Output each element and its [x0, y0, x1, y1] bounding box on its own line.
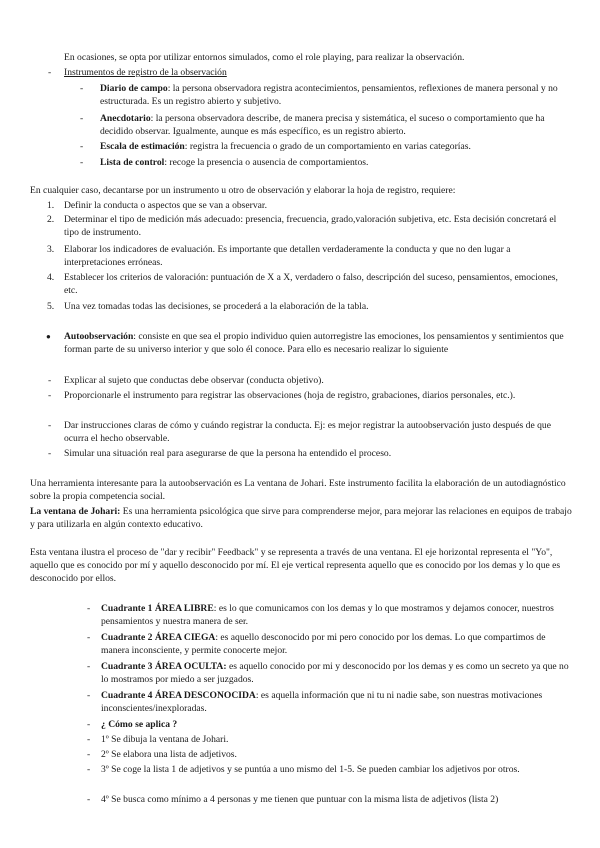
dash-marker: - [48, 67, 52, 78]
text-escala: : registra la frecuencia o grado de un comportamiento en varias categorías. [184, 141, 471, 152]
dash-marker: - [80, 141, 84, 152]
step-text: Elaborar los indicadores de evaluación. Es importante que detallen verdaderamente la conducta y que no den lugar a interpretaciones erróneas. [64, 244, 511, 268]
quadrant-1-text: : es lo que comunicamos con los demas y lo que mostramos y dejamos conocer, nuestros pensamientos y nuestra manera de ser. [101, 603, 554, 627]
step-number: 3. [47, 244, 55, 255]
johari-step-text: 2º Se elabora una lista de adjetivos. [101, 749, 237, 760]
step-number: 1. [47, 200, 55, 211]
step-text: Definir la conducta o aspectos que se van a observar. [64, 200, 267, 211]
johari-definition-text: Es una herramienta psicológica que sirve para comprenderse mejor, para mejorar las relaciones en equipos de trabajo y para utilizarla en algún contexto educativo. [30, 506, 572, 530]
dash-marker: - [87, 690, 91, 701]
text-anecdotario: : la persona observadora describe, de manera precisa y sistemática, el suceso o comportamiento que ha decidido observar. Igualmente, aunque es más específico, es un registro abierto. [100, 113, 545, 137]
dash-marker: - [80, 83, 84, 94]
requirements-intro: En cualquier caso, decantarse por un instrumento u otro de observación y elaborar la hoja de registro, requiere: [30, 185, 456, 196]
text-autoobservacion: : consiste en que sea el propio individuo quien autorregistre las emociones, los pensamientos y sentimientos que forman parte de su universo interior y que solo él conoce. Para ello es necesario realizar lo siguiente [64, 331, 564, 355]
dash-marker: - [87, 749, 91, 760]
dash-marker: - [48, 390, 52, 401]
auto-step-text: Proporcionarle el instrumento para registrar las observaciones (hoja de registro, grabaciones, diarios personales, etc.). [64, 390, 516, 401]
quadrant-4-text: : es aquella información que ni tu ni nadie sabe, son nuestras motivaciones inconscientes/inexploradas. [101, 690, 543, 714]
quadrant-1-term: Cuadrante 1 ÁREA LIBRE [101, 603, 214, 614]
johari-definition-term: La ventana de Johari: [30, 506, 121, 517]
auto-step-text: Explicar al sujeto que conductas debe observar (conducta objetivo). [64, 375, 324, 386]
step-number: 5. [47, 301, 55, 312]
dash-marker: - [87, 661, 91, 672]
dash-marker: - [87, 632, 91, 643]
term-autoobservacion: Autoobservación [64, 331, 134, 342]
quadrant-4-term: Cuadrante 4 ÁREA DESCONOCIDA [101, 690, 256, 701]
bullet-icon: ● [46, 332, 51, 341]
dash-marker: - [48, 420, 52, 431]
step-text: Establecer los criterios de valoración: puntuación de X a X, verdadero o falso, descripción del suceso, pensamientos, emociones, etc. [64, 272, 558, 296]
quadrant-2-term: Cuadrante 2 ÁREA CIEGA [101, 632, 216, 643]
dash-marker: - [87, 603, 91, 614]
term-escala: Escala de estimación [100, 141, 185, 152]
dash-marker: - [87, 719, 91, 730]
johari-definition [30, 505, 575, 531]
johari-intro: Una herramienta interesante para la autoobservación es La ventana de Johari. Este instrumento facilita la elaboración de un autodiagnóstico sobre la propia competencia social. [30, 478, 566, 502]
johari-step-text: 1º Se dibuja la ventana de Johari. [101, 734, 229, 745]
dash-marker: - [48, 375, 52, 386]
dash-marker: - [87, 764, 91, 775]
dash-marker: - [80, 157, 84, 168]
step-text: Determinar el tipo de medición más adecuado: presencia, frecuencia, grado,valoración subjetiva, etc. Esta decisión concretará el tipo de instrumento. [64, 214, 557, 238]
dash-marker: - [87, 794, 91, 805]
how-heading: ¿ Cómo se aplica ? [101, 719, 178, 730]
dash-marker: - [87, 734, 91, 745]
text-diario: : la persona observadora registra acontecimientos, pensamientos, reflexiones de manera personal y no estructurada. Es un registro abierto y subjetivo. [100, 83, 558, 107]
dash-marker: - [48, 448, 52, 459]
term-anecdotario: Anecdotario [100, 113, 151, 124]
step-number: 4. [47, 272, 55, 283]
quadrant-2-text: : es aquello desconocido por mi pero conocido por los demas. Lo que compartimos de manera inconsciente, y permite conocerte mejor. [101, 632, 546, 656]
johari-step-text: 3º Se coge la lista 1 de adjetivos y se puntúa a uno mismo del 1-5. Se pueden cambiar los adjetivos por otros. [101, 764, 520, 775]
quadrant-3-term: Cuadrante 3 ÁREA OCULTA: [101, 661, 227, 672]
term-diario: Diario de campo [100, 83, 168, 94]
auto-step-text: Dar instrucciones claras de cómo y cuándo registrar la conducta. Ej: es mejor registrar la autoobservación justo después de que ocurra el hecho observable. [64, 420, 551, 444]
instruments-heading: Instrumentos de registro de la observación [64, 67, 227, 78]
johari-description: Esta ventana ilustra el proceso de "dar y recibir" Feedback" y se representa a través de una ventana. El eje horizontal representa el "Yo", aquello que es conocido por mí y aquello desconocido por mí. El eje vertical representa aquello que es conocido por los demas y lo que es desconocido por ellos. [30, 547, 561, 584]
step-number: 2. [47, 214, 55, 225]
step-text: Una vez tomadas todas las decisiones, se procederá a la elaboración de la tabla. [64, 301, 369, 312]
johari-step-text: 4º Se busca como mínimo a 4 personas y me tienen que puntuar con la misma lista de adjetivos (lista 2) [101, 794, 499, 805]
dash-marker: - [80, 113, 84, 124]
auto-step-text: Simular una situación real para asegurarse de que la persona ha entendido el proceso. [64, 448, 392, 459]
term-lista-control: Lista de control [100, 157, 165, 168]
text-lista-control: : recoge la presencia o ausencia de comportamientos. [164, 157, 369, 168]
intro-line: En ocasiones, se opta por utilizar entornos simulados, como el role playing, para realizar la observación. [64, 52, 465, 63]
quadrant-3-text: es aquello conocido por mi y desconocido por los demas y es como un secreto ya que no lo mostramos por miedo a ser juzgados. [101, 661, 569, 685]
